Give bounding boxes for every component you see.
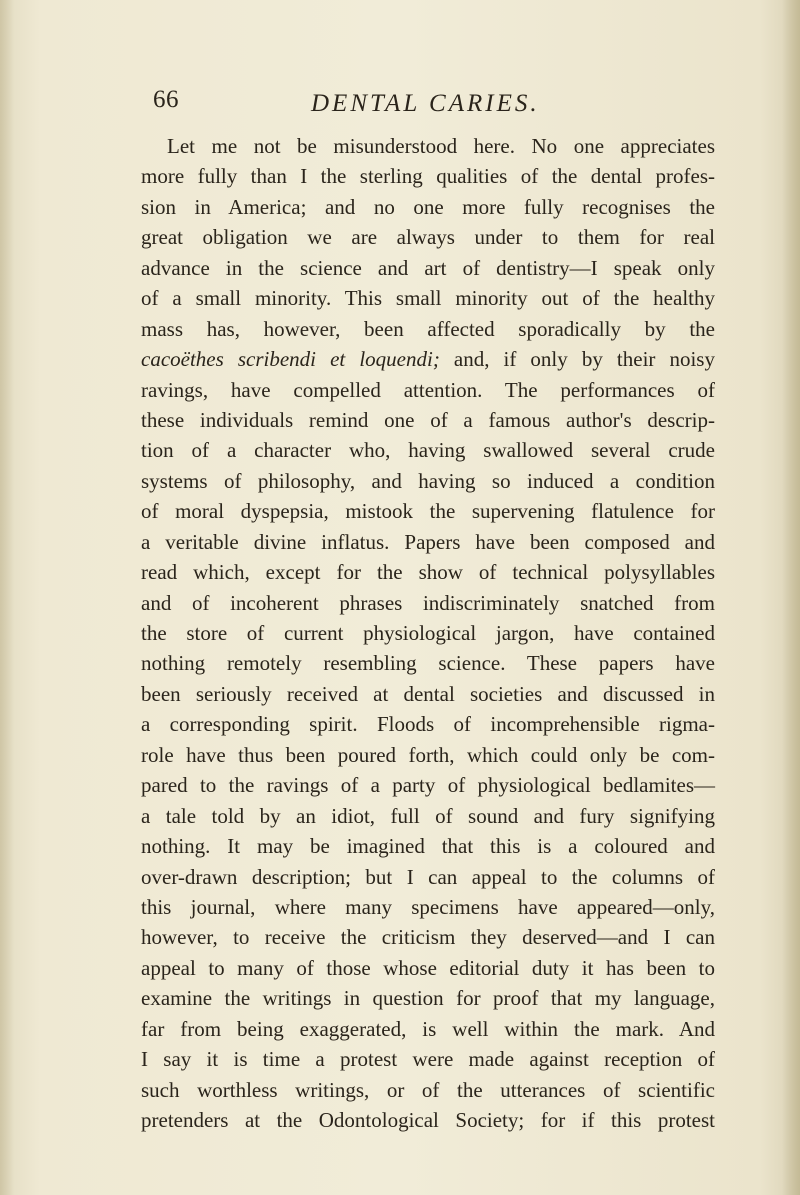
text-line: advance in the science and art of dentistry—I speak only <box>141 255 715 280</box>
text-line: more fully than I the sterling qualities of the dental profes- <box>141 164 715 189</box>
text-line: role have thus been poured forth, which could only be com- <box>141 742 715 767</box>
page-number: 66 <box>153 86 179 113</box>
text-line: a tale told by an idiot, full of sound and fury signifying <box>141 803 715 828</box>
text-line: Let me not be misunderstood here. No one appreciates <box>167 134 715 158</box>
page-edge-shadow <box>782 0 800 1195</box>
text-line: been seriously received at dental societies and discussed in <box>141 681 715 706</box>
text-line: tion of a character who, having swallowed several crude <box>141 438 715 463</box>
text-line-rest: and, if only by their noisy <box>439 347 715 372</box>
text-line: these individuals remind one of a famous author's descrip- <box>141 407 715 432</box>
text-line: and of incoherent phrases indiscriminately snatched from <box>141 590 715 615</box>
text-line: of a small minority. This small minority out of the healthy <box>141 286 715 311</box>
text-line: nothing remotely resembling science. These papers have <box>141 651 715 676</box>
text-line: read which, except for the show of technical polysyllables <box>141 560 715 585</box>
text-line: ravings, have compelled attention. The performances of <box>141 377 715 402</box>
text-line: pretenders at the Odontological Society; for if this protest <box>141 1108 715 1132</box>
latin-phrase: cacoëthes scribendi et loquendi; <box>141 347 440 372</box>
text-line: pared to the ravings of a party of physiological bedlamites— <box>141 773 715 798</box>
text-line: sion in America; and no one more fully recognises the <box>141 194 715 219</box>
text-line: of moral dyspepsia, mistook the supervening flatulence for <box>141 499 715 524</box>
text-line: appeal to many of those whose editorial duty it has been to <box>141 955 715 980</box>
page-header <box>0 82 800 122</box>
text-line: this journal, where many specimens have appeared—only, <box>141 894 715 919</box>
text-line: systems of philosophy, and having so induced a condition <box>141 468 715 493</box>
text-line: the store of current physiological jargon, have contained <box>141 621 715 645</box>
text-line: however, to receive the criticism they deserved—and I can <box>141 925 715 950</box>
text-line: mass has, however, been affected sporadically by the <box>141 316 715 341</box>
text-line: nothing. It may be imagined that this is a coloured and <box>141 834 715 859</box>
page-binding-shadow <box>0 0 14 1195</box>
text-line-latin-phrase <box>141 344 715 374</box>
body-text <box>141 131 715 1135</box>
text-line: far from being exaggerated, is well within the mark. And <box>141 1016 715 1041</box>
text-line: over-drawn description; but I can appeal to the columns of <box>141 864 715 889</box>
running-head: DENTAL CARIES. <box>311 90 540 117</box>
text-line: such worthless writings, or of the utterances of scientific <box>141 1077 715 1102</box>
text-line: great obligation we are always under to them for real <box>141 225 715 250</box>
text-line: examine the writings in question for proof that my language, <box>141 986 715 1011</box>
text-line: a veritable divine inflatus. Papers have been composed and <box>141 529 715 554</box>
text-line: I say it is time a protest were made against reception of <box>141 1047 715 1072</box>
text-line: a corresponding spirit. Floods of incomprehensible rigma- <box>141 712 715 737</box>
